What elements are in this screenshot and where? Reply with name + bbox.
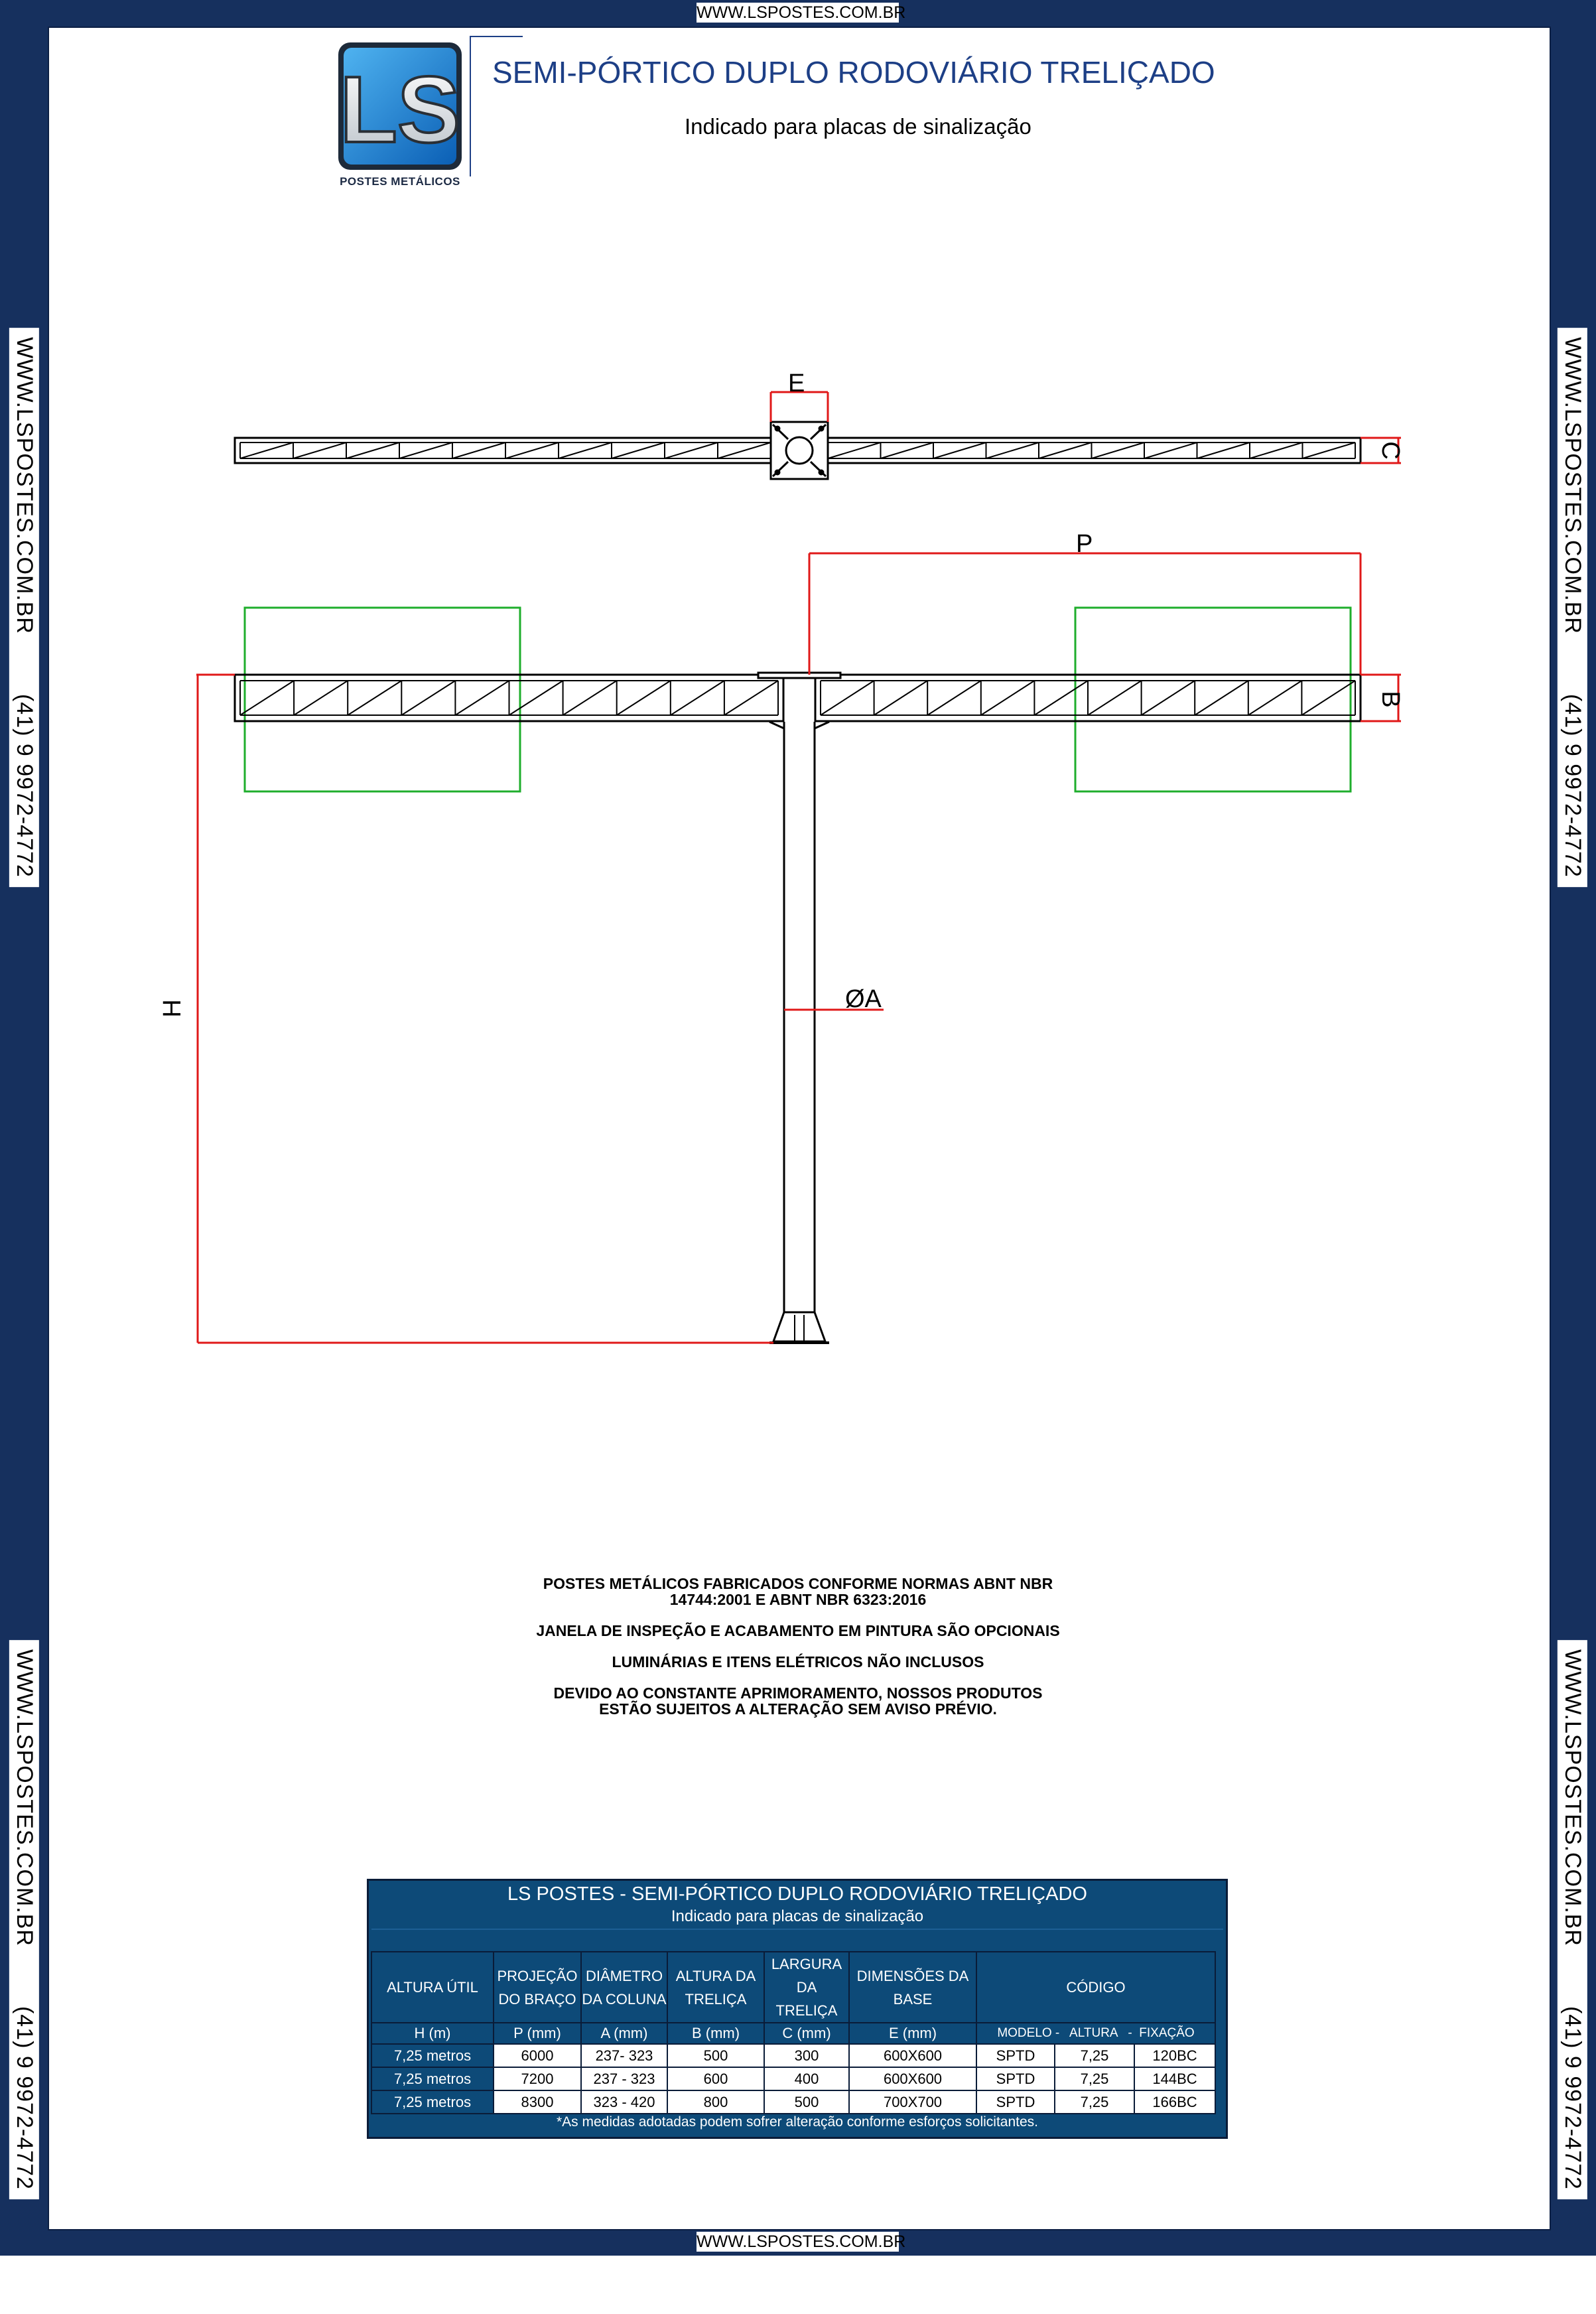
unit-b: B (mm) — [667, 2023, 764, 2044]
cell-truss-width: 500 — [764, 2090, 849, 2114]
side-phone: (41) 9 9972-4772 — [1560, 693, 1585, 878]
cell-code-height: 7,25 — [1055, 2090, 1134, 2114]
spec-table-title: LS POSTES - SEMI-PÓRTICO DUPLO RODOVIÁRIO TRELIÇADO — [507, 1883, 1087, 1905]
truss-diagonal — [617, 681, 671, 715]
truss-diagonal — [401, 681, 455, 715]
unit-p: P (mm) — [494, 2023, 581, 2044]
cell-projection: 8300 — [494, 2090, 581, 2114]
side-website-link[interactable]: WWW.LSPOSTES.COM.BR — [11, 1649, 37, 1946]
cell-base: 600X600 — [849, 2044, 976, 2067]
truss-diagonal — [821, 681, 874, 715]
cell-height: 7,25 metros — [371, 2044, 494, 2067]
truss-diagonal — [671, 681, 724, 715]
cell-base: 600X600 — [849, 2067, 976, 2090]
cell-height: 7,25 metros — [371, 2090, 494, 2114]
spec-table-subtitle: Indicado para placas de sinalização — [671, 1907, 924, 1925]
unit-h: H (m) — [371, 2023, 494, 2044]
unit-code: MODELO - ALTURA - FIXAÇÃO — [976, 2023, 1215, 2044]
plan-view-base-plate — [771, 422, 828, 479]
unit-a: A (mm) — [581, 2023, 667, 2044]
cell-fixing: 144BC — [1134, 2067, 1215, 2090]
label-h: H — [159, 999, 186, 1018]
unit-c: C (mm) — [764, 2023, 849, 2044]
elevation-truss-left — [235, 675, 783, 721]
table-units-row — [371, 2023, 1215, 2044]
truss-diagonal — [927, 681, 981, 715]
cell-truss-width: 400 — [764, 2067, 849, 2090]
top-website-link[interactable]: WWW.LSPOSTES.COM.BR — [697, 3, 906, 22]
truss-diagonal — [724, 681, 778, 715]
cell-code-height: 7,25 — [1055, 2067, 1134, 2090]
note: POSTES METÁLICOS FABRICADOS CONFORME NORMAS ABNT NBR 14744:2001 E ABNT NBR 6323:2016 — [543, 1575, 1053, 1608]
label-p: P — [1076, 530, 1093, 558]
header-truss-width: LARGURA DA TRELIÇA — [764, 1952, 849, 2023]
column — [784, 722, 815, 1320]
truss-diagonal — [1142, 681, 1195, 715]
truss-diagonal — [874, 681, 928, 715]
table-row — [371, 2044, 1215, 2067]
header-code: CÓDIGO — [976, 1952, 1215, 2023]
cell-diameter: 237- 323 — [581, 2044, 667, 2067]
truss-diagonal — [1248, 681, 1302, 715]
cell-model: SPTD — [976, 2044, 1055, 2067]
cell-model: SPTD — [976, 2067, 1055, 2090]
note: JANELA DE INSPEÇÃO E ACABAMENTO EM PINTURA SÃO OPCIONAIS — [536, 1622, 1060, 1639]
note: DEVIDO AO CONSTANTE APRIMORAMENTO, NOSSOS PRODUTOS ESTÃO SUJEITOS A ALTERAÇÃO SEM AVISO PRÉVIO. — [553, 1684, 1043, 1718]
side-website-link[interactable]: WWW.LSPOSTES.COM.BR — [11, 336, 37, 634]
page-title: SEMI-PÓRTICO DUPLO RODOVIÁRIO TRELIÇADO — [492, 55, 1215, 90]
side-phone: (41) 9 9972-4772 — [1560, 2006, 1585, 2190]
logo-monogram: LS — [340, 57, 460, 163]
header-base-dimensions: DIMENSÕES DA BASE — [849, 1952, 976, 2023]
cell-fixing: 166BC — [1134, 2090, 1215, 2114]
page-subtitle: Indicado para placas de sinalização — [685, 114, 1031, 139]
truss-diagonal — [1034, 681, 1088, 715]
truss-diagonal — [563, 681, 617, 715]
truss-diagonal — [509, 681, 563, 715]
cell-truss-height: 800 — [667, 2090, 764, 2114]
spec-table — [371, 1951, 1216, 2114]
notes — [531, 1576, 1065, 1732]
header-truss-height: ALTURA DA TRELIÇA — [667, 1952, 764, 2023]
header-column-diameter: DIÂMETRO DA COLUNA — [581, 1952, 667, 2023]
cell-projection: 6000 — [494, 2044, 581, 2067]
cell-code-height: 7,25 — [1055, 2044, 1134, 2067]
bottom-website-link[interactable]: WWW.LSPOSTES.COM.BR — [697, 2232, 906, 2251]
truss-diagonal — [240, 681, 294, 715]
cell-truss-height: 500 — [667, 2044, 764, 2067]
header-height: ALTURA ÚTIL — [371, 1952, 494, 2023]
cell-fixing: 120BC — [1134, 2044, 1215, 2067]
table-header-row — [371, 1952, 1215, 2023]
spec-table-panel — [367, 1879, 1228, 2139]
label-c: C — [1376, 441, 1404, 460]
spec-table-footnote: *As medidas adotadas podem sofrer alteração conforme esforços solicitantes. — [556, 2114, 1039, 2130]
unit-e: E (mm) — [849, 2023, 976, 2044]
side-phone: (41) 9 9972-4772 — [11, 693, 37, 878]
cell-model: SPTD — [976, 2090, 1055, 2114]
truss-diagonal — [294, 681, 348, 715]
table-row — [371, 2090, 1215, 2114]
label-e: E — [788, 370, 805, 397]
dimension-p — [809, 553, 1361, 675]
truss-diagonal — [455, 681, 509, 715]
cell-truss-width: 300 — [764, 2044, 849, 2067]
cell-height: 7,25 metros — [371, 2067, 494, 2090]
truss-diagonal — [1301, 681, 1355, 715]
truss-diagonal — [348, 681, 401, 715]
header-arm-projection: PROJEÇÃO DO BRAÇO — [494, 1952, 581, 2023]
table-row — [371, 2067, 1215, 2090]
logo-caption: POSTES METÁLICOS — [340, 175, 460, 188]
cell-projection: 7200 — [494, 2067, 581, 2090]
side-website-link[interactable]: WWW.LSPOSTES.COM.BR — [1560, 1649, 1585, 1946]
truss-diagonal — [981, 681, 1035, 715]
side-website-link[interactable]: WWW.LSPOSTES.COM.BR — [1560, 336, 1585, 634]
spec-divider — [371, 1929, 1223, 1930]
cell-diameter: 237 - 323 — [581, 2067, 667, 2090]
cell-base: 700X700 — [849, 2090, 976, 2114]
note: LUMINÁRIAS E ITENS ELÉTRICOS NÃO INCLUSOS — [612, 1653, 984, 1670]
label-b: B — [1376, 691, 1404, 708]
label-a: ØA — [845, 985, 882, 1013]
elevation-truss-right — [815, 675, 1361, 721]
cell-truss-height: 600 — [667, 2067, 764, 2090]
cell-diameter: 323 - 420 — [581, 2090, 667, 2114]
truss-diagonal — [1088, 681, 1142, 715]
column-base — [769, 1312, 829, 1343]
side-phone: (41) 9 9972-4772 — [11, 2006, 37, 2190]
dimension-h — [196, 675, 773, 1343]
sign-panel-right — [1075, 608, 1351, 791]
truss-diagonal — [1195, 681, 1248, 715]
